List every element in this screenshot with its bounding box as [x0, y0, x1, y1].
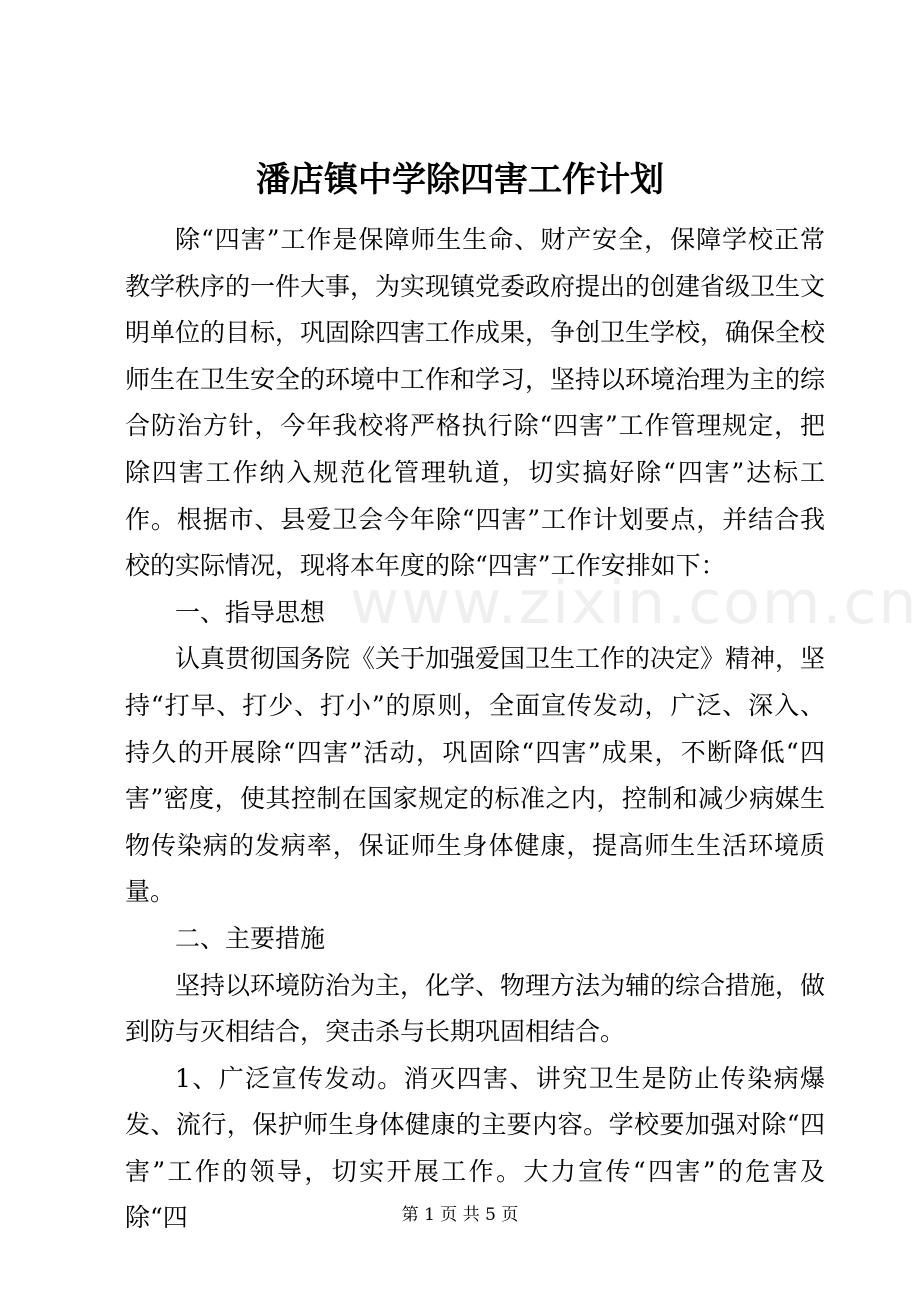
document-title: 潘店镇中学除四害工作计划 — [256, 160, 664, 200]
paragraph-intro: 除“四害”工作是保障师生生命、财产安全，保障学校正常教学秩序的一件大事，为实现镇党委政府提出的创建省级卫生文明单位的目标，巩固除四害工作成果，争创卫生学校，确保全校师生在卫生安全的环境中工作和学习，坚持以环境治理为主的综合防治方针，今年我校将严格执行除“四害”工作管理规定，把除四害工作纳入规范化管理轨道，切实搞好除“四害”达标工作。根据市、县爱卫会今年除“四害”工作计划要点，并结合我校的实际情况，现将本年度的除“四害”工作安排如下： — [125, 225, 826, 581]
paragraph-main-measures: 坚持以环境防治为主，化学、物理方法为辅的综合措施，做到防与灭相结合，突击杀与长期巩固相结合。 — [125, 970, 826, 1047]
document-body — [125, 217, 825, 1242]
page-footer: 第 1 页 共 5 页 — [401, 1205, 519, 1225]
paragraph-guiding-ideology: 认真贯彻国务院《关于加强爱国卫生工作的决定》精神，坚持“打早、打少、打小”的原则，全面宣传发动，广泛、深入、持久的开展除“四害”活动，巩固除“四害”成果，不断降低“四害”密度，使其控制在国家规定的标准之内，控制和减少病媒生物传染病的发病率，保证师生身体健康，提高师生生活环境质量。 — [125, 644, 826, 907]
section-heading-guiding-ideology: 一、指导思想 — [175, 597, 326, 627]
paragraph-publicity: 1、广泛宣传发动。消灭四害、讲究卫生是防止传染病爆发、流行，保护师生身体健康的主要内容。学校要加强对除“四害”工作的领导，切实开展工作。大力宣传“四害”的危害及除“四 — [125, 1063, 825, 1233]
section-heading-main-measures: 二、主要措施 — [175, 923, 326, 953]
watermark-text: www.zixin.com.cn — [350, 568, 919, 638]
